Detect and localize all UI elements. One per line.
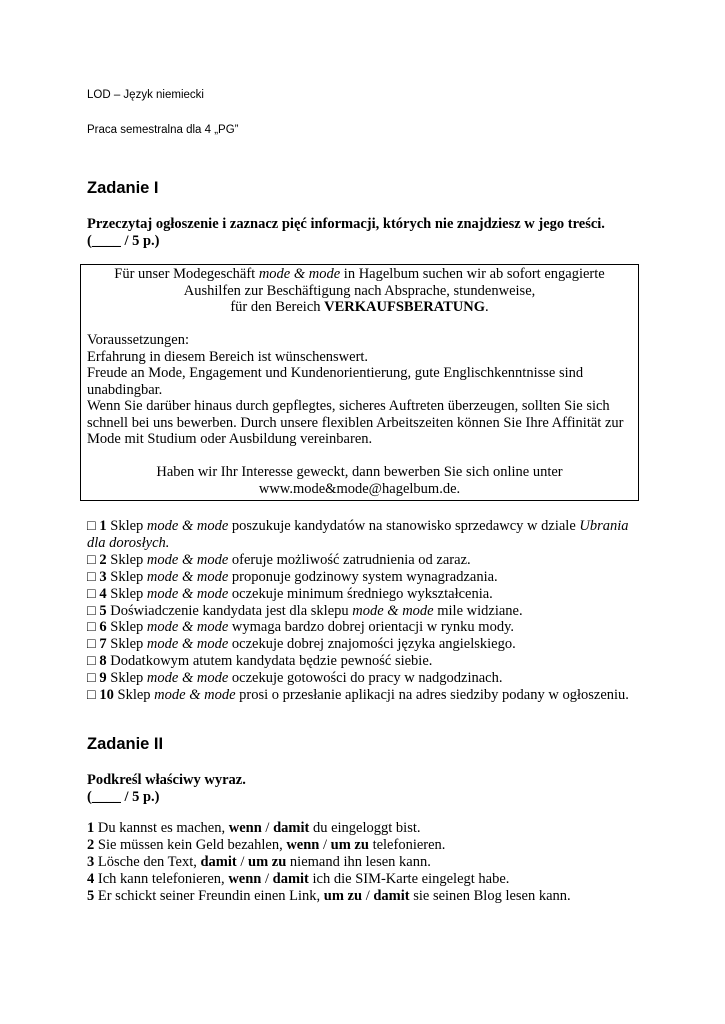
list-item: □ 1 Sklep mode & mode poszukuje kandydatów na stanowisko sprzedawcy w dziale Ubrania dla dorosłych. [87, 518, 629, 551]
checkbox[interactable]: □ [87, 670, 96, 687]
checkbox[interactable]: □ [87, 687, 96, 704]
header-assignment: Praca semestralna dla 4 „PG” [87, 124, 239, 136]
checkbox[interactable]: □ [87, 653, 96, 670]
sentence: 2 Sie müssen kein Geld bezahlen, wenn / um zu telefonieren. [87, 836, 446, 853]
job-advertisement [80, 264, 639, 501]
checkbox[interactable]: □ [87, 568, 96, 585]
checkbox[interactable]: □ [87, 585, 96, 602]
option-word[interactable]: damit [200, 853, 237, 870]
checkbox[interactable]: □ [87, 518, 96, 534]
option-word[interactable]: damit [273, 820, 310, 836]
list-item: □ 8 Dodatkowym atutem kandydata będzie pewność siebie. [87, 653, 433, 670]
header-subject: LOD – Język niemiecki [87, 89, 204, 101]
ad-paragraph: Wenn Sie darüber hinaus durch gepflegtes, sicheres Auftreten überzeugen, sollten Sie sich schnell bei uns bewerben. Durch unsere flexiblen Arbeitszeiten können Sie Ihre Affinität zur Mode mit Studium oder Ausbildung vereinbaren. [87, 398, 624, 447]
task1-title: Zadanie I [87, 179, 159, 197]
list-item: □ 6 Sklep mode & mode wymaga bardzo dobrej orientacji w rynku mody. [87, 619, 515, 636]
ad-paragraph: Erfahrung in diesem Bereich ist wünschenswert. [87, 348, 369, 365]
checkbox[interactable]: □ [87, 602, 96, 619]
sentence-list [87, 820, 647, 905]
task2-title: Zadanie II [87, 735, 164, 753]
option-word[interactable]: wenn [286, 836, 320, 853]
sentence: 1 Du kannst es machen, wenn / damit du eingeloggt bist. [87, 820, 421, 836]
list-item: □ 5 Doświadczenie kandydata jest dla sklepu mode & mode mile widziane. [87, 602, 523, 619]
ad-line: Haben wir Ihr Interesse geweckt, dann bewerben Sie sich online unter [156, 464, 563, 480]
list-item: □ 3 Sklep mode & mode proponuje godzinowy system wynagradzania. [87, 568, 498, 585]
option-word[interactable]: wenn [228, 870, 262, 887]
list-item: □ 7 Sklep mode & mode oczekuje dobrej znajomości języka angielskiego. [87, 636, 516, 653]
list-item: □ 10 Sklep mode & mode prosi o przesłanie aplikacji na adres siedziby podany w ogłoszeniu. [87, 687, 629, 704]
list-item: □ 2 Sklep mode & mode oferuje możliwość zatrudnienia od zaraz. [87, 551, 471, 568]
ad-line: Für unser Modegeschäft mode & mode in Hagelbum suchen wir ab sofort engagierte [114, 266, 605, 282]
statement-list [87, 518, 647, 704]
ad-paragraph: Freude an Mode, Engagement und Kundenorientierung, gute Englischkenntnisse sind unabdingbar. [87, 365, 584, 398]
sentence: 3 Lösche den Text, damit / um zu niemand ihn lesen kann. [87, 853, 431, 870]
task1-instruction: Przeczytaj ogłoszenie i zaznacz pięć informacji, których nie znajdziesz w jego treści. [87, 216, 605, 232]
list-item: □ 9 Sklep mode & mode oczekuje gotowości do pracy w nadgodzinach. [87, 670, 503, 687]
ad-line: für den Bereich VERKAUFSBERATUNG. [230, 299, 489, 315]
task1-points: (____ / 5 p.) [87, 233, 160, 249]
option-word[interactable]: damit [272, 870, 309, 887]
checkbox[interactable]: □ [87, 619, 96, 636]
task2-instruction: Podkreśl właściwy wyraz. [87, 772, 246, 788]
option-word[interactable]: um zu [330, 836, 369, 853]
sentence: 5 Er schickt seiner Freundin einen Link, um zu / damit sie seinen Blog lesen kann. [87, 887, 571, 904]
ad-contact: www.mode&mode@hagelbum.de. [258, 480, 461, 497]
ad-line: Aushilfen zur Beschäftigung nach Absprache, stundenweise, [183, 282, 536, 299]
option-word[interactable]: wenn [228, 820, 262, 836]
option-word[interactable]: um zu [323, 887, 363, 904]
list-item: □ 4 Sklep mode & mode oczekuje minimum średniego wykształcenia. [87, 585, 493, 602]
checkbox[interactable]: □ [87, 636, 96, 653]
sentence: 4 Ich kann telefonieren, wenn / damit ich die SIM-Karte eingelegt habe. [87, 870, 510, 887]
option-word[interactable]: um zu [248, 853, 287, 870]
option-word[interactable]: damit [373, 887, 410, 904]
task2-points: (____ / 5 p.) [87, 789, 160, 805]
ad-requirements-heading: Voraussetzungen: [87, 332, 190, 348]
checkbox[interactable]: □ [87, 551, 96, 568]
